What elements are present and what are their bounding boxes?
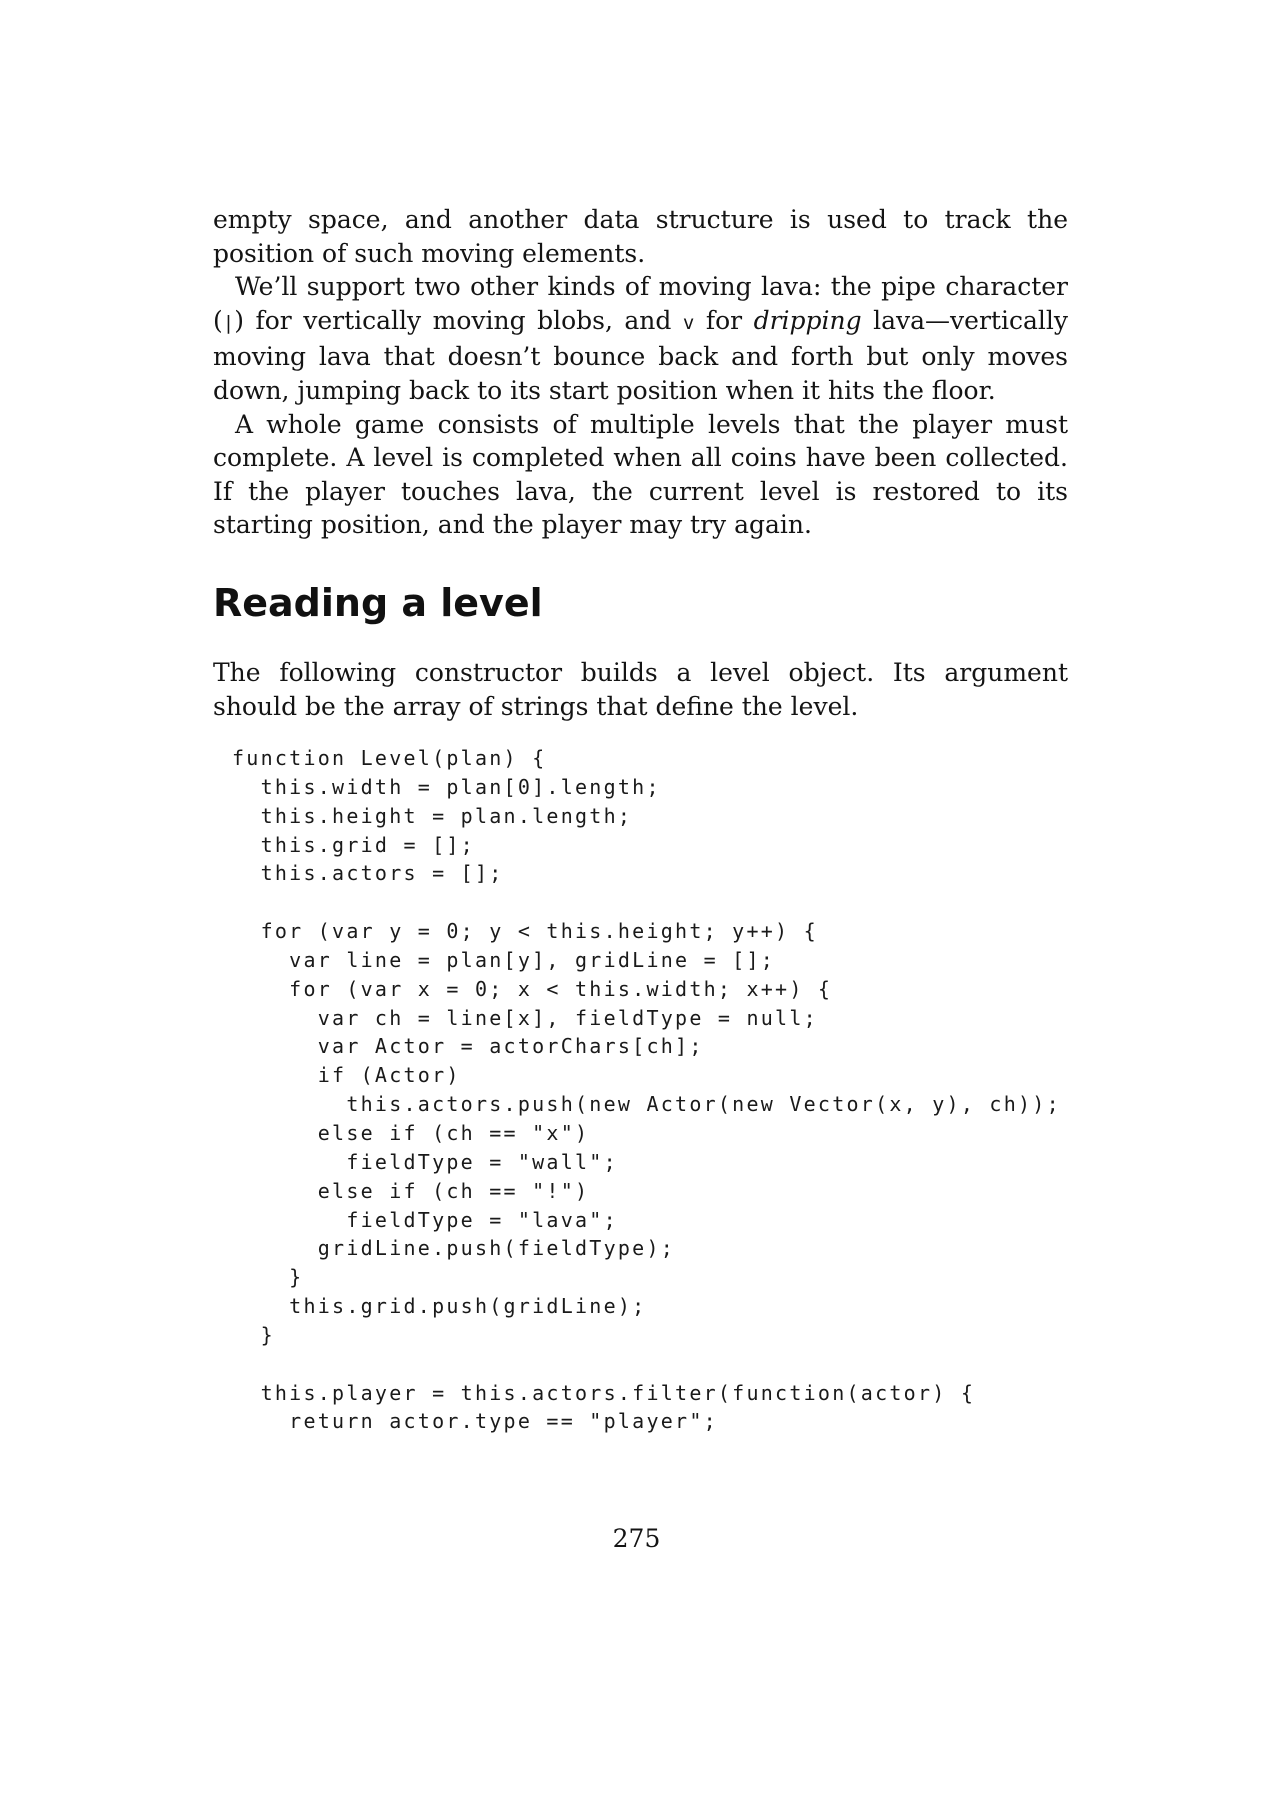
code-line: for (var x = 0; x < this.width; x++) { (232, 976, 833, 1001)
code-line (232, 888, 1061, 917)
body-text (213, 203, 1068, 542)
code-line: } (232, 1265, 304, 1290)
section-heading: Reading a level (213, 581, 543, 625)
emphasis-dripping: dripping (753, 305, 862, 335)
code-line: this.grid = []; (232, 832, 475, 857)
code-line: for (var y = 0; y < this.height; y++) { (232, 919, 818, 944)
code-line: else if (ch == "x") (232, 1120, 590, 1145)
code-line: this.height = plan.length; (232, 803, 633, 828)
code-line: this.player = this.actors.filter(function(actor) { (232, 1380, 976, 1405)
paragraph-text: for (694, 305, 754, 335)
code-line: gridLine.push(fieldType); (232, 1236, 676, 1261)
code-line: this.actors = []; (232, 861, 504, 886)
paragraph-intro: The following constructor builds a level object. Its argument should be the array of strings that define the level. (213, 658, 1068, 721)
code-line: var ch = line[x], fieldType = null; (232, 1005, 818, 1030)
code-line: else if (ch == "!") (232, 1178, 590, 1203)
section-intro (213, 656, 1068, 723)
code-line: return actor.type == "player"; (232, 1409, 718, 1434)
page-number: 275 (612, 1524, 661, 1553)
inline-code-v: v (682, 311, 695, 334)
code-line: var line = plan[y], gridLine = []; (232, 947, 776, 972)
paragraph-continued: empty space, and another data structure is used to track the position of such moving elements. (213, 205, 1068, 268)
code-line: fieldType = "lava"; (232, 1207, 618, 1232)
paragraph-text: We’ll support two other kinds of moving lava: the pipe character ( (213, 272, 1068, 335)
code-line: if (Actor) (232, 1063, 461, 1088)
code-line: } (232, 1322, 275, 1347)
code-line: var Actor = actorChars[ch]; (232, 1034, 704, 1059)
code-line: fieldType = "wall"; (232, 1149, 618, 1174)
paragraph-moving-lava (213, 270, 1068, 407)
code-listing (232, 744, 1061, 1436)
code-line (232, 1350, 1061, 1379)
inline-code-pipe: | (222, 311, 235, 334)
paragraph-levels: A whole game consists of multiple levels that the player must complete. A level is completed when all coins have been collected. If the player touches lava, the current level is restored to its starting position, and the player may try again. (213, 409, 1068, 540)
paragraph-text: ) for vertically moving blobs, and (234, 305, 683, 335)
code-line: this.grid.push(gridLine); (232, 1294, 647, 1319)
code-line: this.actors.push(new Actor(new Vector(x, y), ch)); (232, 1092, 1061, 1117)
code-line: function Level(plan) { (232, 746, 547, 770)
paragraph-text: lava—vertically moving lava that doesn’t bounce back and forth but only moves down, jumping back to its start position when it hits the floor. (213, 305, 1068, 405)
code-line: this.width = plan[0].length; (232, 774, 661, 799)
